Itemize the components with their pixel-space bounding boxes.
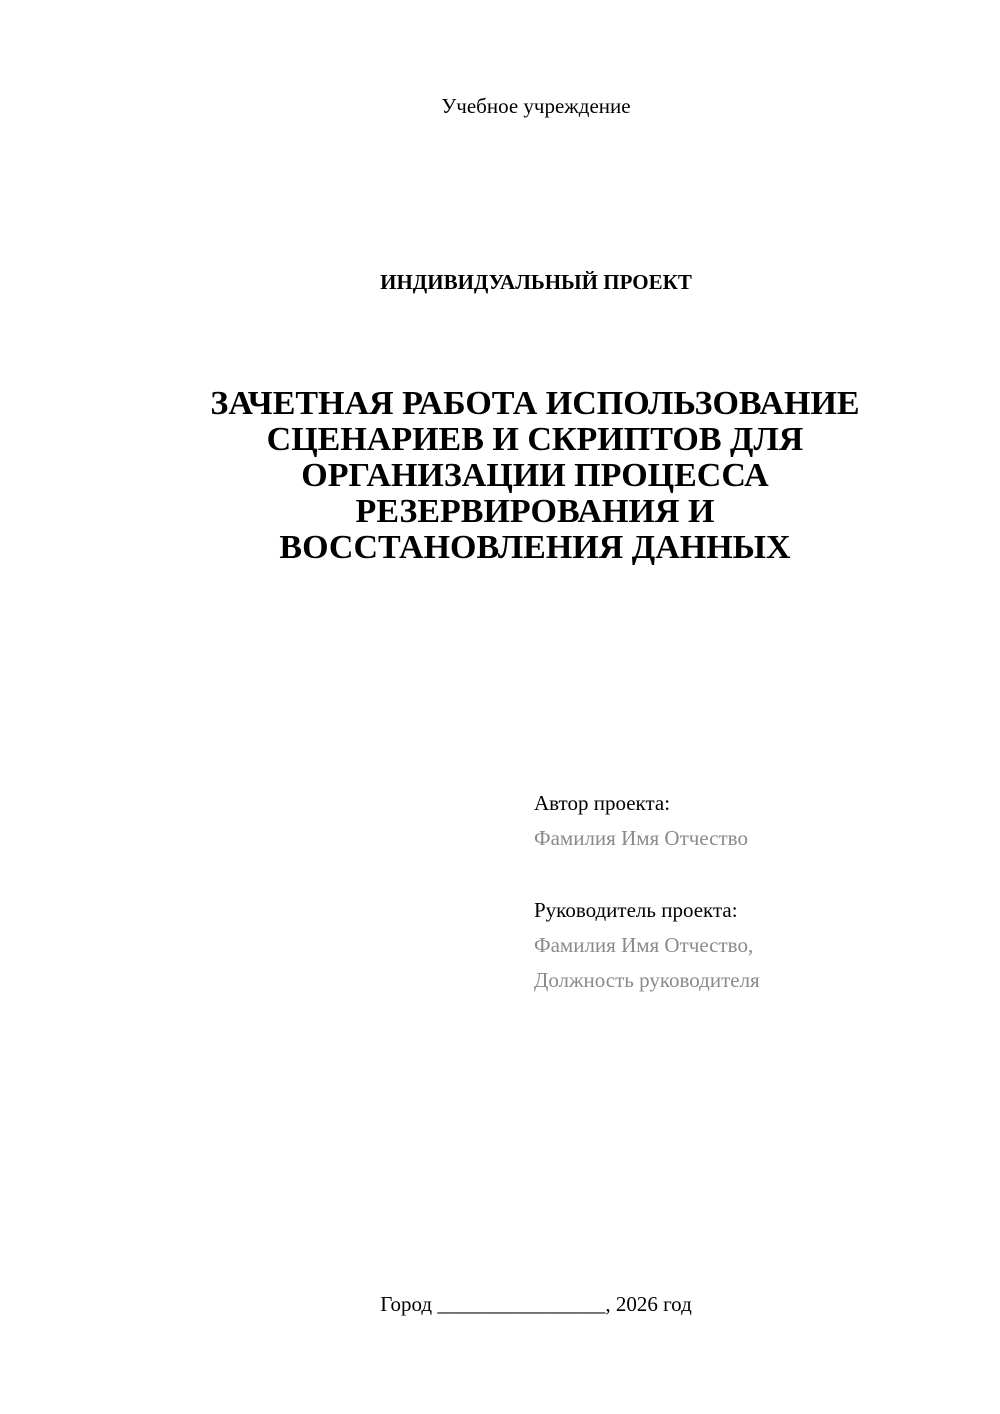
project-title-line: ЗАЧЕТНАЯ РАБОТА ИСПОЛЬЗОВАНИЕ — [210, 385, 860, 422]
author-block — [534, 786, 974, 856]
author-name: Фамилия Имя Отчество — [534, 826, 748, 850]
city-year-line: Город ________________, 2026 год — [380, 1292, 692, 1316]
project-title-line: СЦЕНАРИЕВ И СКРИПТОВ ДЛЯ — [266, 421, 804, 458]
document-type: ИНДИВИДУАЛЬНЫЙ ПРОЕКТ — [380, 270, 692, 294]
project-title-line: ОРГАНИЗАЦИИ ПРОЦЕССА — [301, 457, 769, 494]
project-title — [130, 386, 940, 566]
supervisor-position: Должность руководителя — [534, 968, 760, 992]
supervisor-name: Фамилия Имя Отчество, — [534, 933, 754, 957]
author-label: Автор проекта: — [534, 791, 671, 815]
supervisor-block — [534, 893, 974, 998]
institution-name: Учебное учреждение — [441, 94, 631, 118]
project-title-line: ВОССТАНОВЛЕНИЯ ДАННЫХ — [279, 529, 791, 566]
supervisor-label: Руководитель проекта: — [534, 898, 738, 922]
project-title-line: РЕЗЕРВИРОВАНИЯ И — [355, 493, 715, 530]
